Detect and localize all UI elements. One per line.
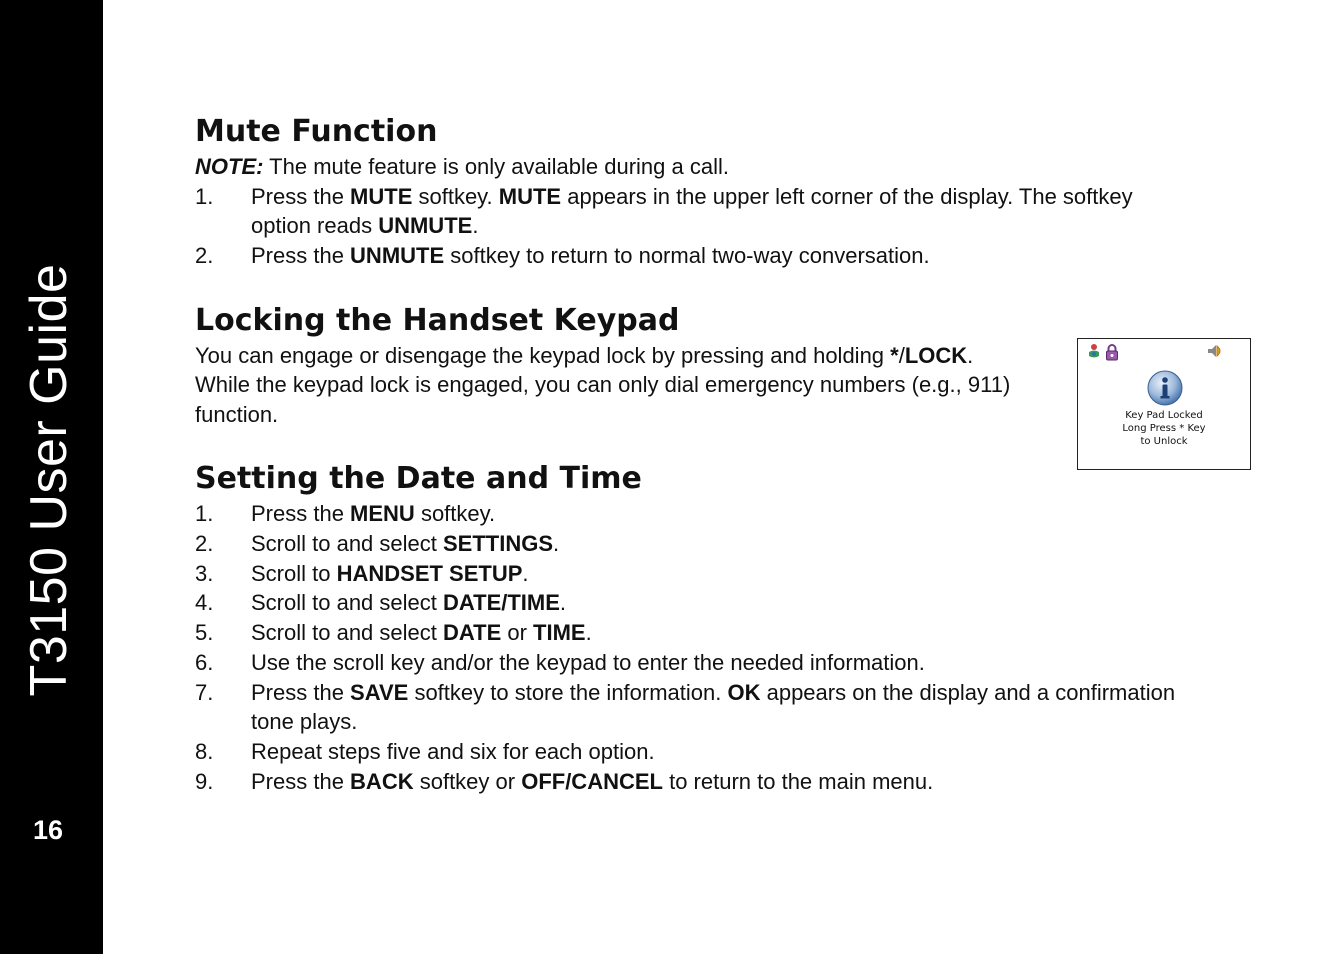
handset-display-illustration [1077, 338, 1251, 470]
list-item: 1. Press the MENU softkey. [195, 501, 496, 527]
lock-icon [1105, 343, 1119, 366]
list-item: 9. Press the BACK softkey or OFF/CANCEL to return to the main menu. [195, 768, 934, 794]
locking-paragraph: You can engage or disengage the keypad lock by pressing and holding */LOCK. While the keypad lock is engaged, you can only dial emergency numbers (e.g., 911) function. [195, 342, 1011, 427]
sidebar [0, 0, 103, 954]
page-number: 16 [33, 815, 64, 845]
list-item: 4. Scroll to and select DATE/TIME. [195, 590, 567, 616]
info-icon [1146, 369, 1184, 412]
locking-heading: Locking the Handset Keypad [195, 302, 680, 338]
list-item: 2. Press the UNMUTE softkey to return to normal two-way conversation. [195, 243, 930, 269]
bell-icon [1206, 346, 1226, 363]
mute-steps [195, 182, 1195, 271]
list-item: 7. Press the SAVE softkey to store the information. OK appears on the display and a confirmation tone plays. [195, 679, 1176, 735]
list-item: 1. Press the MUTE softkey. MUTE appears in the upper left corner of the display. The softkey option reads UNMUTE. [195, 183, 1133, 239]
mute-note: NOTE: The mute feature is only available during a call. [195, 154, 729, 179]
guide-title: T3150 User Guide [20, 263, 78, 697]
datetime-steps [195, 499, 1195, 796]
list-item: 6. Use the scroll key and/or the keypad to enter the needed information. [195, 649, 925, 675]
list-item: 8. Repeat steps five and six for each option. [195, 738, 655, 764]
display-message: Key Pad Locked Long Press * Key to Unlock [1122, 410, 1206, 447]
mute-heading: Mute Function [195, 114, 438, 149]
page-content [195, 112, 1195, 796]
list-item: 5. Scroll to and select DATE or TIME. [195, 620, 592, 646]
list-item: 3. Scroll to HANDSET SETUP. [195, 560, 529, 586]
datetime-heading: Setting the Date and Time [195, 461, 642, 497]
note-label: NOTE: [195, 154, 264, 179]
list-item: 2. Scroll to and select SETTINGS. [195, 531, 560, 556]
handset-icon [1087, 343, 1101, 366]
